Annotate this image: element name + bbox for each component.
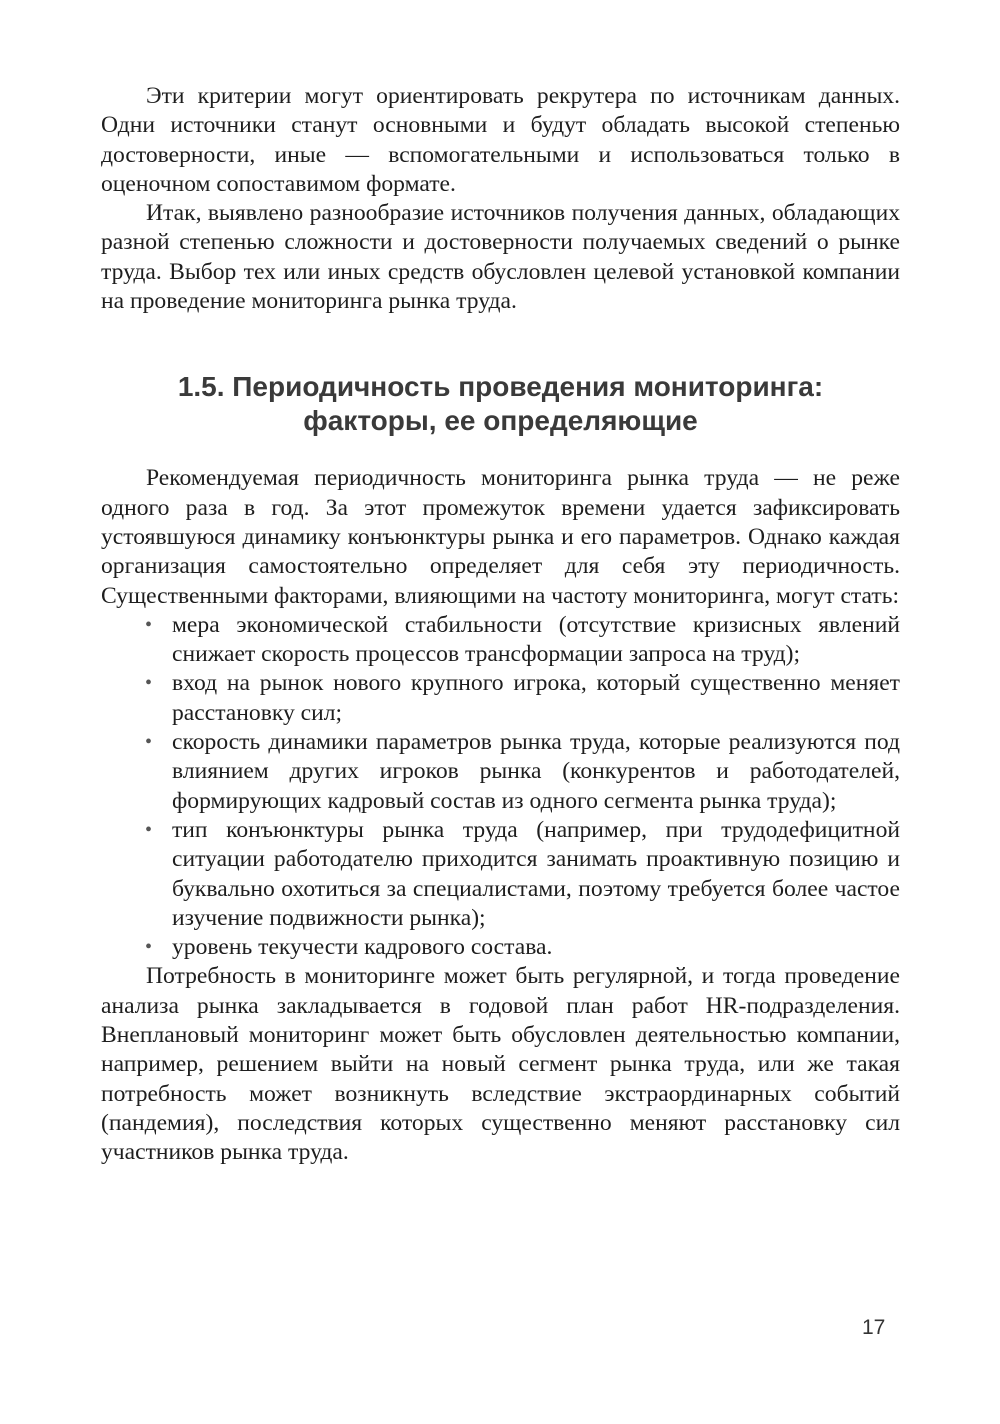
bullet-icon: • bbox=[145, 613, 153, 636]
list-item bbox=[101, 611, 900, 670]
page-body bbox=[101, 82, 900, 1168]
list-item bbox=[101, 933, 900, 962]
list-item bbox=[101, 728, 900, 816]
bullet-icon: • bbox=[145, 818, 153, 841]
list-item-text: вход на рынок нового крупного игрока, который существенно меняет расстановку сил; bbox=[172, 670, 900, 726]
list-item-text: уровень текучести кадрового состава. bbox=[172, 934, 553, 961]
list-item bbox=[101, 669, 900, 728]
list-item bbox=[101, 816, 900, 933]
page-number: 17 bbox=[862, 1316, 886, 1339]
list-item-text: скорость динамики параметров рынка труда, которые реализуются под влиянием других игроков рынка (конкурентов и работодателей, формирующих кадровый состав из одного сегмента рынка труда); bbox=[172, 729, 900, 814]
section-lead-paragraph: Рекомендуемая периодичность мониторинга рынка труда — не реже одного раза в год. За этот промежуток времени удается зафиксировать устоявшуюся динамику конъюнктуры рынка и его параметров. Однако каждая организация самостоятельно определяет для себя эту периодичность. Существенными факторами, влияющими на частоту мониторинга, могут стать: bbox=[101, 465, 900, 609]
bullet-icon: • bbox=[145, 672, 153, 695]
closing-paragraph: Потребность в мониторинге может быть регулярной, и тогда проведение анализа рынка закладывается в годовой план работ HR-подразделения. Внеплановый мониторинг может быть обусловлен деятельностью компании, например, решением выйти на новый сегмент рынка труда, или же такая потребность может возникнуть вследствие экстраординарных событий (пандемия), последствия которых существенно меняют расстановку сил участников рынка труда. bbox=[101, 963, 900, 1166]
list-item-text: тип конъюнктуры рынка труда (например, при трудодефицитной ситуации работодателю приходится занимать проактивную позицию и буквально охотиться за специалистами, поэтому требуется более частое изучение подвижности рынка); bbox=[172, 816, 900, 931]
list-item-text: мера экономической стабильности (отсутствие кризисных явлений снижает скорость процессов трансформации запроса на труд); bbox=[172, 611, 900, 668]
bullet-icon: • bbox=[145, 731, 153, 754]
factors-list bbox=[101, 611, 900, 963]
section-heading-line-2: факторы, ее определяющие bbox=[303, 405, 698, 437]
section-heading bbox=[101, 370, 900, 438]
bullet-icon: • bbox=[145, 936, 153, 959]
section-heading-line-1: 1.5. Периодичность проведения мониторинга: bbox=[177, 371, 824, 403]
intro-paragraph-2: Итак, выявлено разнообразие источников получения данных, обладающих разной степенью сложности и достоверности получаемых сведений о рынке труда. Выбор тех или иных средств обусловлен целевой установкой компании на проведение мониторинга рынка труда. bbox=[101, 200, 900, 315]
intro-paragraph-1: Эти критерии могут ориентировать рекрутера по источникам данных. Одни источники станут основными и будут обладать высокой степенью достоверности, иные — вспомогательными и использоваться только в оценочном сопоставимом формате. bbox=[101, 83, 900, 197]
